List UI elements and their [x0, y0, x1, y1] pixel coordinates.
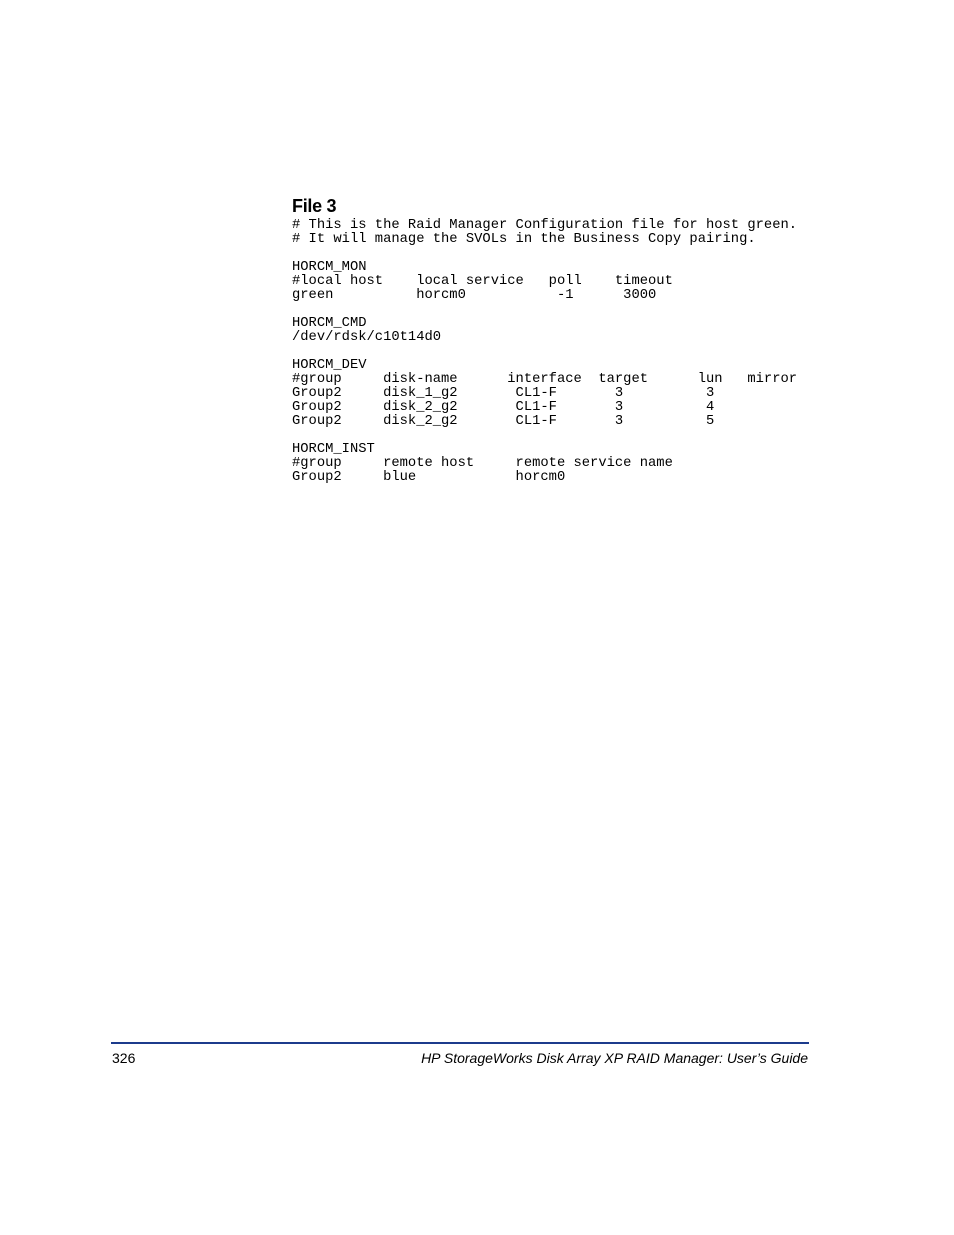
- config-file-listing: [292, 219, 797, 485]
- code-line: HORCM_DEV: [292, 358, 367, 373]
- page-number: 326: [112, 1050, 136, 1066]
- code-line: HORCM_INST: [292, 442, 375, 457]
- code-line: # It will manage the SVOLs in the Business Copy pairing.: [292, 232, 756, 247]
- code-line: Group2 blue horcm0: [292, 470, 566, 485]
- code-line: #local host local service poll timeout: [292, 274, 673, 289]
- code-line: green horcm0 -1 3000: [292, 288, 657, 303]
- code-line: #group disk-name interface target lun mirror: [292, 372, 798, 387]
- code-line: HORCM_MON: [292, 260, 367, 275]
- section-heading: File 3: [292, 196, 337, 216]
- code-line: # This is the Raid Manager Configuration file for host green.: [292, 218, 798, 233]
- footer-rule: [111, 1042, 809, 1044]
- code-line: Group2 disk_1_g2 CL1-F 3 3: [292, 386, 715, 401]
- code-line: Group2 disk_2_g2 CL1-F 3 5: [292, 414, 715, 429]
- footer-document-title: HP StorageWorks Disk Array XP RAID Manager: User’s Guide: [421, 1050, 808, 1066]
- code-line: HORCM_CMD: [292, 316, 367, 331]
- code-line: #group remote host remote service name: [292, 456, 673, 471]
- code-line: /dev/rdsk/c10t14d0: [292, 330, 442, 345]
- code-line: Group2 disk_2_g2 CL1-F 3 4: [292, 400, 715, 415]
